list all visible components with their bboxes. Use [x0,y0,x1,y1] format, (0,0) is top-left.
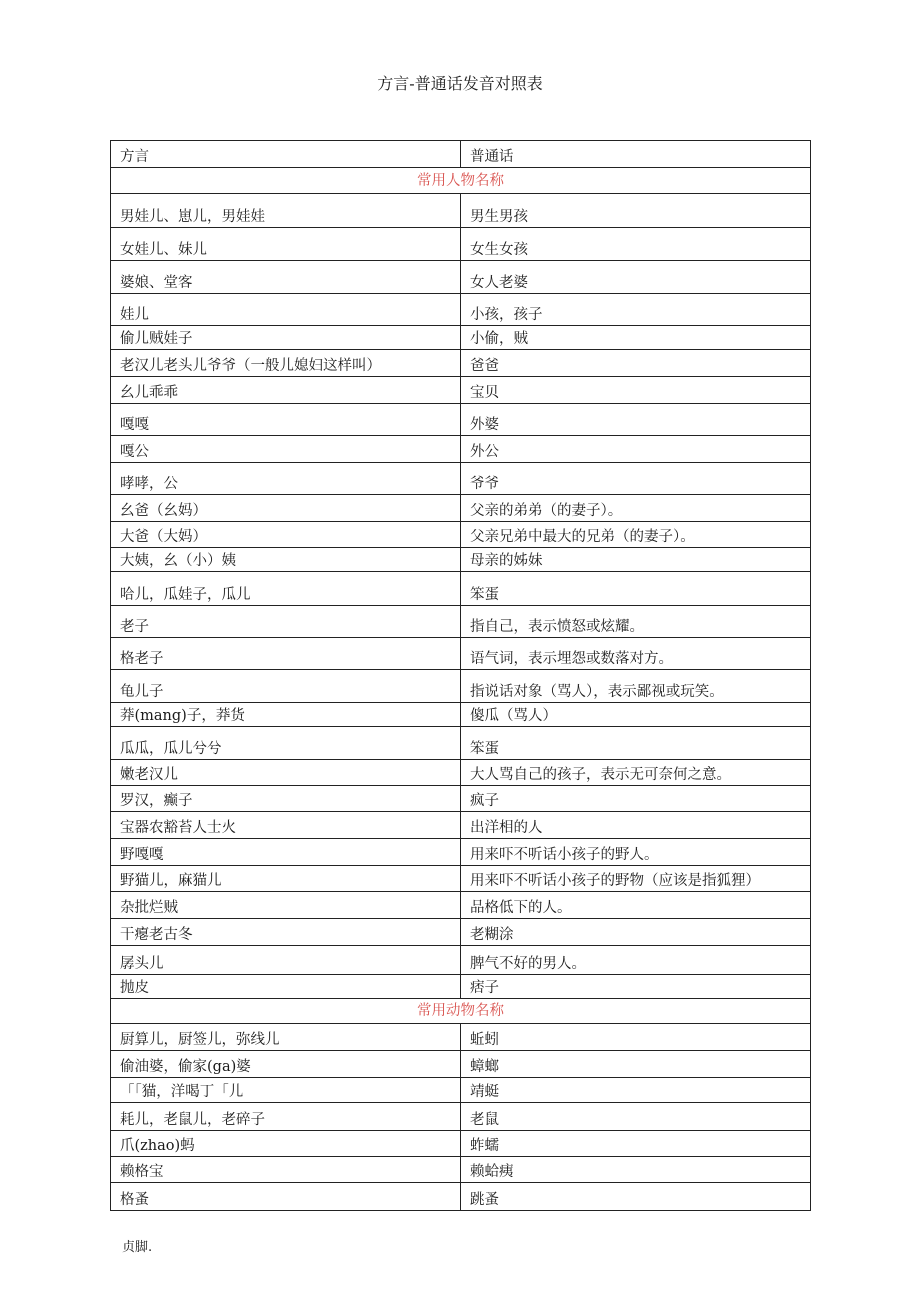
dialect-cell: 娃儿 [111,294,461,326]
mandarin-cell: 跳蚤 [461,1183,811,1211]
dialect-cell: 杂批烂贼 [111,892,461,919]
table-row [111,1024,811,1051]
mandarin-cell: 父亲的弟弟（的妻子）。 [461,495,811,522]
header-row [111,141,811,168]
dialect-cell: 大姨，幺（小）姨 [111,548,461,572]
dialect-cell: 大爸（大妈） [111,522,461,548]
dialect-cell: 赖格宝 [111,1157,461,1183]
mandarin-cell: 父亲兄弟中最大的兄弟（的妻子）。 [461,522,811,548]
table-row [111,294,811,326]
table-row [111,727,811,760]
mandarin-cell: 傻瓜（骂人） [461,703,811,727]
mandarin-cell: 女人老婆 [461,261,811,294]
table-row [111,1183,811,1211]
dialect-cell: 龟儿子 [111,670,461,703]
mandarin-cell: 疯子 [461,786,811,812]
table-row [111,326,811,350]
dialect-cell: 哮哮，公 [111,463,461,495]
mandarin-cell: 痞子 [461,975,811,999]
page-footer: 贞脚. [122,1240,153,1255]
dialect-cell: 「「猫，洋喝丁「儿 [111,1078,461,1103]
dialect-cell: 嘎嘎 [111,404,461,436]
dialect-cell: 偷油婆，偷家(ga)婆 [111,1051,461,1078]
table-row [111,866,811,892]
table-row [111,606,811,638]
table-row [111,194,811,228]
section-title: 常用动物名称 [111,999,811,1024]
table-row [111,522,811,548]
dialect-cell: 嫩老汉儿 [111,760,461,786]
mandarin-cell: 爷爷 [461,463,811,495]
mandarin-cell: 老糊涂 [461,919,811,946]
mandarin-cell: 蚱蠕 [461,1131,811,1157]
dialect-cell: 偷儿贼娃子 [111,326,461,350]
mandarin-cell: 老鼠 [461,1103,811,1131]
mandarin-cell: 笨蛋 [461,572,811,606]
dialect-cell: 嘎公 [111,436,461,463]
table-row [111,946,811,975]
table-row [111,919,811,946]
section-row [111,168,811,194]
table-row [111,1078,811,1103]
table-row [111,1051,811,1078]
table-row [111,495,811,522]
table-row [111,786,811,812]
section-title: 常用人物名称 [111,168,811,194]
dialect-table [110,140,811,1211]
table-row [111,377,811,404]
dialect-cell: 爪(zhao)蚂 [111,1131,461,1157]
mandarin-cell: 用来吓不听话小孩子的野人。 [461,839,811,866]
dialect-cell: 女娃儿、妹儿 [111,228,461,261]
dialect-cell: 厨算儿，厨签儿，弥线儿 [111,1024,461,1051]
table-row [111,261,811,294]
mandarin-cell: 小孩，孩子 [461,294,811,326]
page-title: 方言-普通话发音对照表 [377,74,543,93]
dialect-cell: 野嘎嘎 [111,839,461,866]
table-row [111,350,811,377]
mandarin-cell: 外公 [461,436,811,463]
table-row [111,892,811,919]
dialect-cell: 耗儿，老鼠儿，老碎子 [111,1103,461,1131]
dialect-cell: 干瘪老古冬 [111,919,461,946]
dialect-cell: 男娃儿、崽儿，男娃娃 [111,194,461,228]
mandarin-cell: 宝贝 [461,377,811,404]
header-dialect: 方言 [111,141,461,168]
mandarin-cell: 出洋相的人 [461,812,811,839]
dialect-cell: 婆娘、堂客 [111,261,461,294]
mandarin-cell: 品格低下的人。 [461,892,811,919]
table-row [111,638,811,670]
mandarin-cell: 蚯蚓 [461,1024,811,1051]
table-row [111,548,811,572]
table-row [111,404,811,436]
mandarin-cell: 大人骂自己的孩子，表示无可奈何之意。 [461,760,811,786]
table-row [111,975,811,999]
dialect-cell: 孱头儿 [111,946,461,975]
dialect-cell: 幺爸（幺妈） [111,495,461,522]
table-row [111,812,811,839]
section-row [111,999,811,1024]
mandarin-cell: 小偷，贼 [461,326,811,350]
dialect-cell: 瓜瓜，瓜儿兮兮 [111,727,461,760]
table-body [111,141,811,1211]
mandarin-cell: 语气词，表示埋怨或数落对方。 [461,638,811,670]
mandarin-cell: 爸爸 [461,350,811,377]
table-row [111,1103,811,1131]
mandarin-cell: 男生男孩 [461,194,811,228]
mandarin-cell: 脾气不好的男人。 [461,946,811,975]
dialect-cell: 哈儿，瓜娃子，瓜儿 [111,572,461,606]
mandarin-cell: 指说话对象（骂人），表示鄙视或玩笑。 [461,670,811,703]
table-row [111,670,811,703]
dialect-cell: 老子 [111,606,461,638]
dialect-cell: 老汉儿老头儿爷爷（一般儿媳妇这样叫） [111,350,461,377]
dialect-cell: 格老子 [111,638,461,670]
mandarin-cell: 指自己，表示愤怒或炫耀。 [461,606,811,638]
mandarin-cell: 外婆 [461,404,811,436]
table-row [111,1131,811,1157]
mandarin-cell: 母亲的姊妹 [461,548,811,572]
dialect-cell: 野猫儿，麻猫儿 [111,866,461,892]
table-row [111,572,811,606]
mandarin-cell: 用来吓不听话小孩子的野物（应该是指狐狸） [461,866,811,892]
dialect-cell: 宝器农豁苔人士火 [111,812,461,839]
mandarin-cell: 女生女孩 [461,228,811,261]
mandarin-cell: 蟑螂 [461,1051,811,1078]
table-row [111,463,811,495]
table-row [111,228,811,261]
mandarin-cell: 靖蜓 [461,1078,811,1103]
table-row [111,760,811,786]
mandarin-cell: 笨蛋 [461,727,811,760]
header-mandarin: 普通话 [461,141,811,168]
table-row [111,1157,811,1183]
table-row [111,436,811,463]
table-row [111,703,811,727]
table-row [111,839,811,866]
dialect-cell: 格蚤 [111,1183,461,1211]
dialect-cell: 幺儿乖乖 [111,377,461,404]
dialect-cell: 抛皮 [111,975,461,999]
mandarin-cell: 赖蛤痍 [461,1157,811,1183]
dialect-cell: 罗汉，癫子 [111,786,461,812]
dialect-cell: 莽(mang)子，莽货 [111,703,461,727]
